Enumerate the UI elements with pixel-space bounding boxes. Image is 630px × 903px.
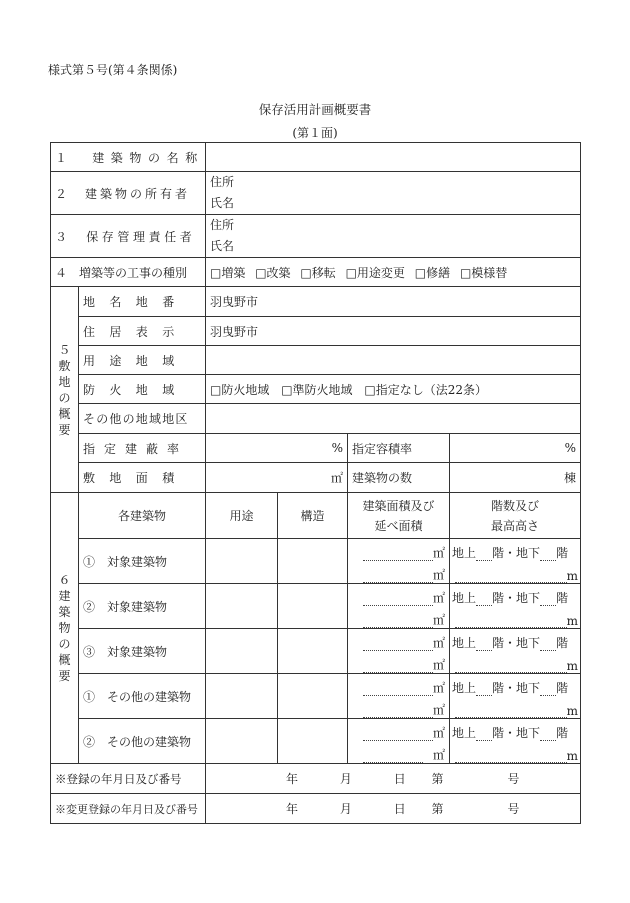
- checkbox-relocation[interactable]: □移転: [300, 265, 336, 280]
- form-number: 様式第５号(第４条関係): [48, 63, 178, 77]
- buildings-section-label: ６ 建 築 物 の 概 要: [51, 493, 79, 764]
- checkbox-semi-fire-zone[interactable]: □準防火地域: [281, 382, 353, 397]
- change-registration-value[interactable]: 年 月 日 第 号: [206, 794, 581, 824]
- building-structure[interactable]: [278, 584, 348, 629]
- checkbox-rebuild[interactable]: □改築: [255, 265, 291, 280]
- other-district-label: その他の地域地区: [79, 404, 206, 434]
- owner-address-label: 住所: [210, 175, 235, 189]
- building-use[interactable]: [206, 674, 278, 719]
- building-label: ② その他の建築物: [79, 719, 206, 764]
- site-section-label: ５ 敷 地 の 概 要: [51, 287, 79, 493]
- work-type-label: ４ 増築等の工事の種別: [51, 258, 206, 287]
- building-row: [51, 629, 581, 674]
- building-row: [51, 539, 581, 584]
- coverage-label: 指定建蔽率: [79, 434, 206, 463]
- checkbox-repair[interactable]: □修繕: [414, 265, 451, 280]
- header-floors: 階数及び 最高高さ: [450, 493, 581, 539]
- owner-label: ２ 建築物の所有者: [51, 172, 206, 215]
- building-floors[interactable]: 地上 階・地下 階 m: [450, 584, 581, 629]
- registration-label: ※登録の年月日及び番号: [51, 764, 206, 794]
- zoning-label: 用途地域: [79, 346, 206, 375]
- checkbox-use-change[interactable]: □用途変更: [345, 265, 405, 280]
- building-use[interactable]: [206, 539, 278, 584]
- checkbox-extension[interactable]: □増築: [210, 265, 246, 280]
- fire-zone-options: [206, 375, 581, 404]
- manager-field[interactable]: [206, 215, 581, 258]
- lot-label: 地名地番: [79, 287, 206, 317]
- fire-zone-label: 防火地域: [79, 375, 206, 404]
- far-label: 指定容積率: [348, 434, 450, 463]
- checkbox-remodel[interactable]: □模様替: [459, 265, 508, 280]
- residence-value[interactable]: 羽曳野市: [206, 317, 581, 346]
- building-floors[interactable]: 地上 階・地下 階 m: [450, 719, 581, 764]
- building-structure[interactable]: [278, 539, 348, 584]
- registration-value[interactable]: 年 月 日 第 号: [206, 764, 581, 794]
- building-area[interactable]: ㎡ ㎡: [348, 719, 450, 764]
- header-use: 用途: [206, 493, 278, 539]
- building-area[interactable]: ㎡ ㎡: [348, 584, 450, 629]
- zoning-value[interactable]: [206, 346, 581, 375]
- manager-address-label: 住所: [210, 218, 235, 232]
- checkbox-no-designation[interactable]: □指定なし（法22条）: [364, 382, 487, 397]
- overview-form-table: [50, 142, 581, 824]
- building-area[interactable]: ㎡ ㎡: [348, 539, 450, 584]
- building-area[interactable]: ㎡ ㎡: [348, 674, 450, 719]
- lot-value[interactable]: 羽曳野市: [206, 287, 581, 317]
- building-label: ② 対象建築物: [79, 584, 206, 629]
- building-label: ① 対象建築物: [79, 539, 206, 584]
- site-area-label: 敷地面積: [79, 463, 206, 493]
- building-use[interactable]: [206, 719, 278, 764]
- header-structure: 構造: [278, 493, 348, 539]
- manager-name-label: 氏名: [210, 239, 235, 253]
- change-registration-label: ※変更登録の年月日及び番号: [51, 794, 206, 824]
- building-name-label: １ 建築物の名称: [51, 143, 206, 172]
- owner-name-label: 氏名: [210, 196, 235, 210]
- owner-field[interactable]: [206, 172, 581, 215]
- work-type-options: [206, 258, 581, 287]
- building-floors[interactable]: 地上 階・地下 階 m: [450, 674, 581, 719]
- building-floors[interactable]: 地上 階・地下 階 m: [450, 539, 581, 584]
- building-label: ③ 対象建築物: [79, 629, 206, 674]
- building-row: [51, 584, 581, 629]
- page-label: (第１面): [292, 126, 338, 140]
- far-value[interactable]: %: [450, 434, 581, 463]
- manager-label: ３ 保存管理責任者: [51, 215, 206, 258]
- building-count-value[interactable]: 棟: [450, 463, 581, 493]
- building-row: [51, 674, 581, 719]
- building-floors[interactable]: 地上 階・地下 階 m: [450, 629, 581, 674]
- building-use[interactable]: [206, 584, 278, 629]
- building-structure[interactable]: [278, 629, 348, 674]
- building-label: ① その他の建築物: [79, 674, 206, 719]
- building-structure[interactable]: [278, 719, 348, 764]
- residence-label: 住居表示: [79, 317, 206, 346]
- building-row: [51, 719, 581, 764]
- header-area: 建築面積及び 延べ面積: [348, 493, 450, 539]
- header-each-building: 各建築物: [79, 493, 206, 539]
- checkbox-fire-zone[interactable]: □防火地域: [210, 382, 270, 397]
- building-count-label: 建築物の数: [348, 463, 450, 493]
- document-title: 保存活用計画概要書: [258, 102, 372, 117]
- coverage-value[interactable]: %: [206, 434, 348, 463]
- building-use[interactable]: [206, 629, 278, 674]
- site-area-value[interactable]: ㎡: [206, 463, 348, 493]
- other-district-value[interactable]: [206, 404, 581, 434]
- building-area[interactable]: ㎡ ㎡: [348, 629, 450, 674]
- building-name-field[interactable]: [206, 143, 581, 172]
- building-structure[interactable]: [278, 674, 348, 719]
